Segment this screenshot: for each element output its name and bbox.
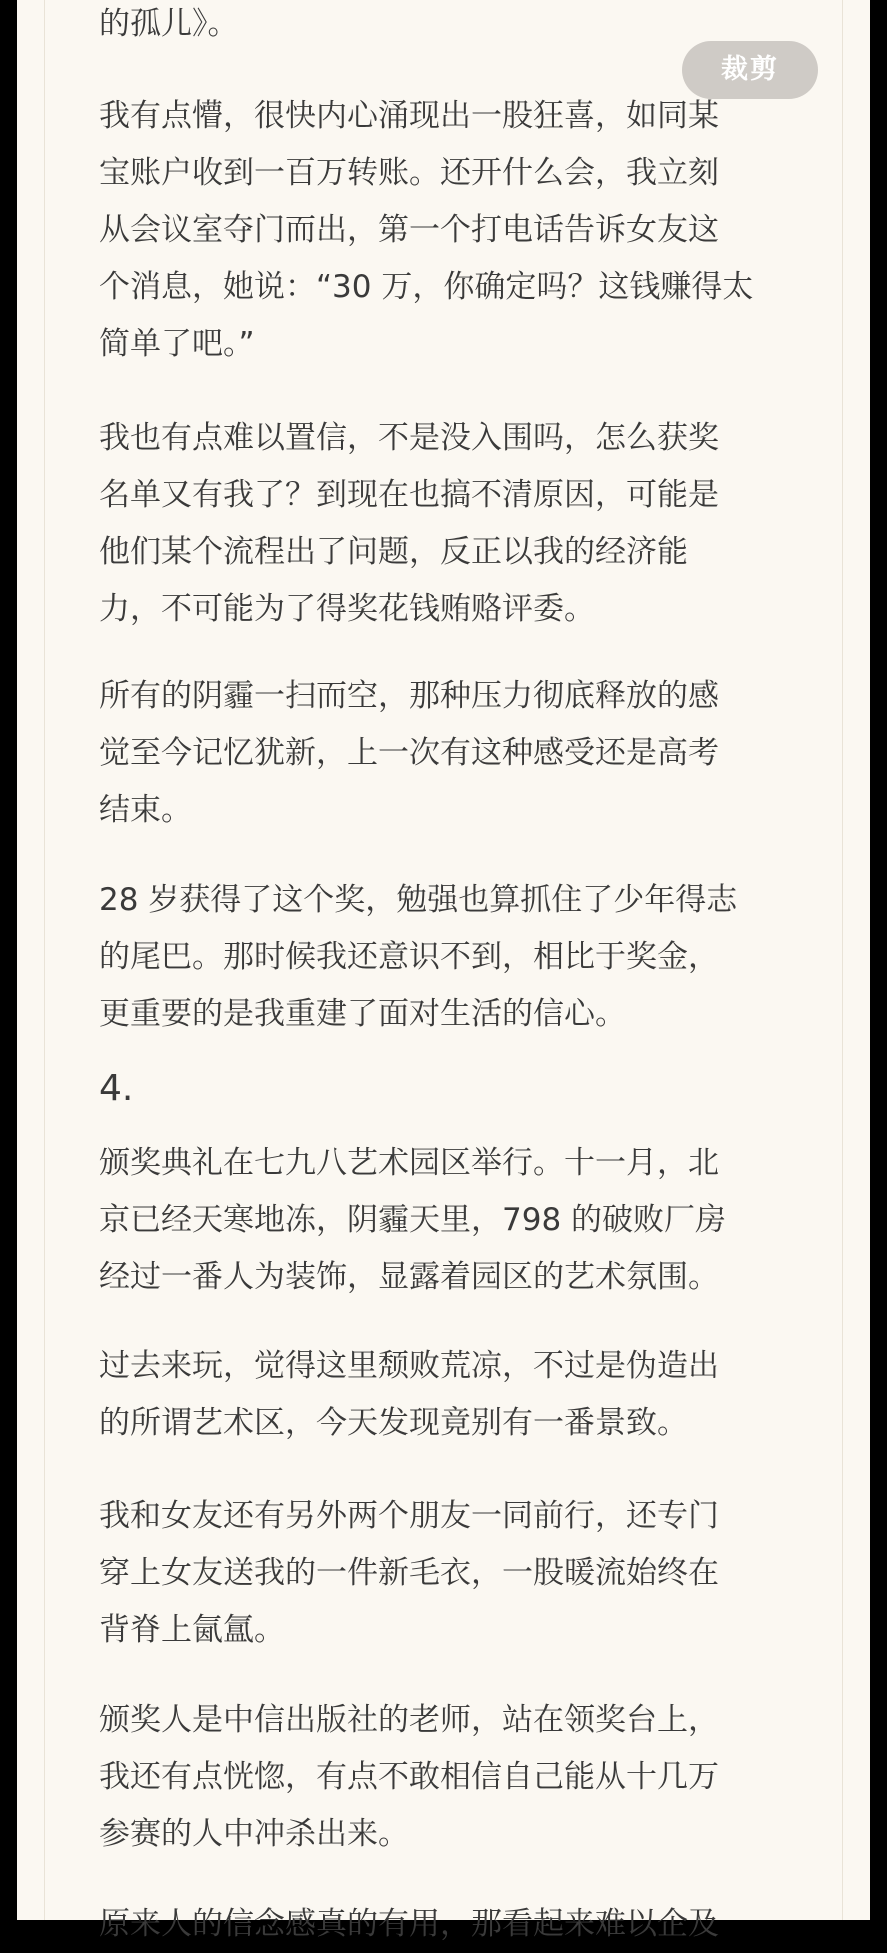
paragraph-5: 颁奖典礼在七九八艺术园区举行。十一月，北 京已经天寒地冻，阴霾天里，798 的破败厂房 经过一番人为装饰，显露着园区的艺术氛围。	[99, 1145, 727, 1295]
section-heading: 4.	[99, 1068, 134, 1109]
paragraph-3: 所有的阴霾一扫而空，那种压力彻底释放的感 觉至今记忆犹新，上一次有这种感受还是高考 结束。	[99, 678, 719, 828]
paragraph-2: 我也有点难以置信，不是没入围吗，怎么获奖 名单又有我了？到现在也搞不清原因，可能是 他们某个流程出了问题，反正以我的经济能 力，不可能为了得奖花钱贿赂评委。	[99, 420, 719, 627]
paragraph-8: 颁奖人是中信出版社的老师，站在领奖台上， 我还有点恍惚，有点不敢相信自己能从十几万 参赛的人中冲杀出来。	[99, 1702, 719, 1852]
page-left-rule	[44, 0, 45, 1920]
paragraph-6: 过去来玩，觉得这里颓败荒凉，不过是伪造出 的所谓艺术区，今天发现竟别有一番景致。	[99, 1348, 719, 1441]
paragraph-0: 的孤儿》。	[99, 6, 239, 42]
page-right-rule	[842, 0, 843, 1920]
paragraph-7: 我和女友还有另外两个朋友一同前行，还专门 穿上女友送我的一件新毛衣，一股暖流始终在 背脊上氤氲。	[99, 1498, 719, 1648]
paragraph-1: 我有点懵，很快内心涌现出一股狂喜，如同某 宝账户收到一百万转账。还开什么会，我立刻 从会议室夺门而出，第一个打电话告诉女友这 个消息，她说：“30 万，你确定吗？这钱赚得太 简单了吧。”	[99, 98, 754, 362]
crop-button[interactable]: 裁剪	[682, 41, 818, 99]
paragraph-9: 原来人的信念感真的有用，那看起来难以企及	[99, 1906, 719, 1942]
paragraph-4: 28 岁获得了这个奖，勉强也算抓住了少年得志 的尾巴。那时候我还意识不到，相比于奖金， 更重要的是我重建了面对生活的信心。	[99, 882, 738, 1032]
reader-page	[17, 0, 870, 1942]
